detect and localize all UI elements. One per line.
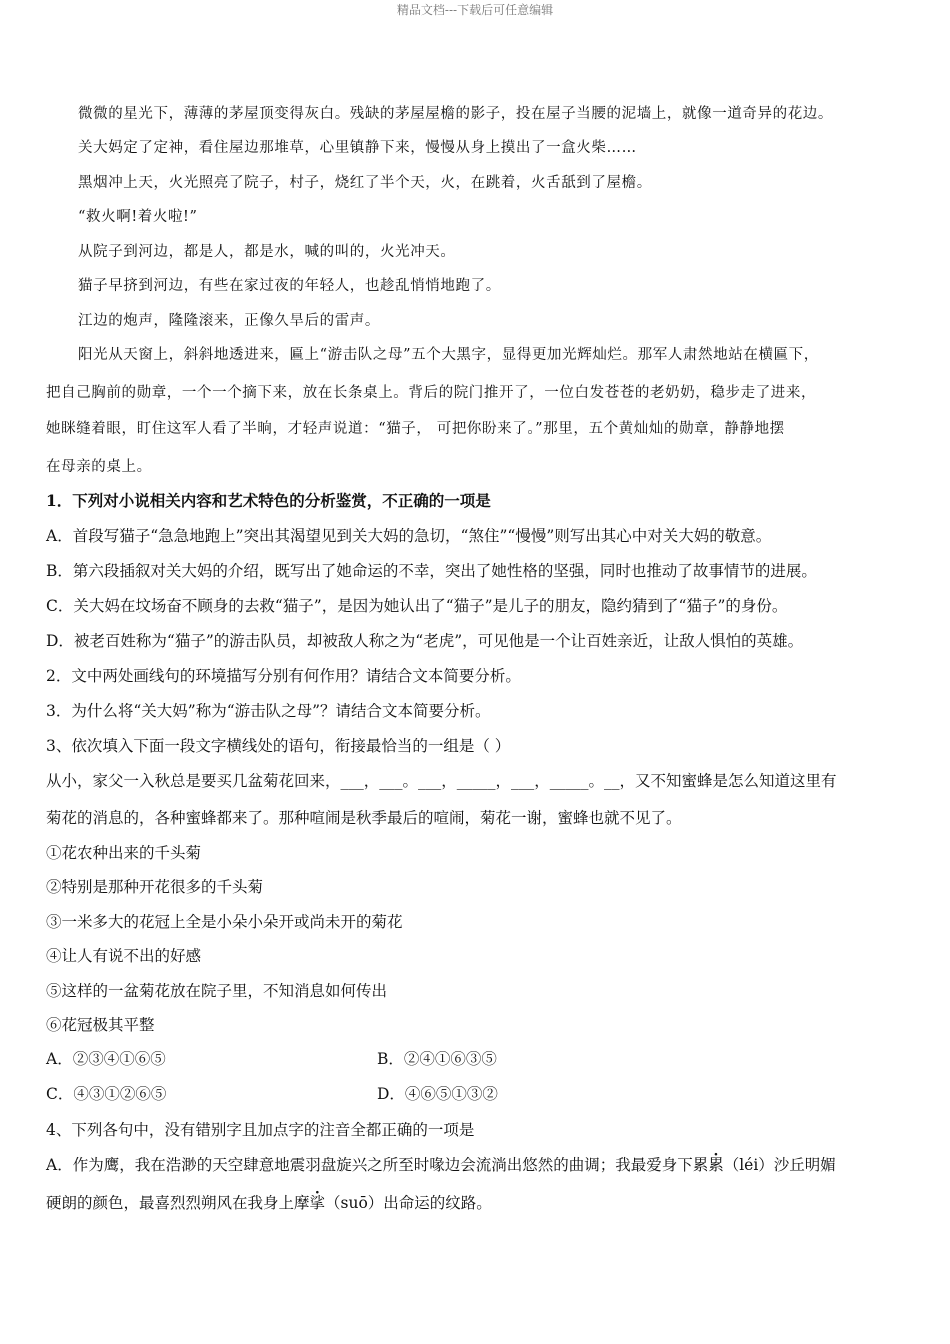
story-paragraph: 在母亲的桌上。 [46,459,152,475]
option-text: （suō）出命运的纹路。 [325,1194,492,1212]
story-paragraph: 微微的星光下，薄薄的茅屋顶变得灰白。残缺的茅屋屋檐的影子，投在屋子当腰的泥墙上，就像一道奇异的花边。 [78,106,833,122]
story-paragraph: 阳光从天窗上，斜斜地透进来，匾上“游击队之母”五个大黑字，显得更加光辉灿烂。那军人肃然地站在横匾下， [78,347,819,363]
story-paragraph: 关大妈定了定神，看住屋边那堆草，心里镇静下来，慢慢从身上摸出了一盒火柴…… [78,140,637,156]
section-3-option-d: D．④⑥⑤①③② [377,1085,498,1103]
section-3-item: ⑥花冠极其平整 [46,1016,155,1034]
section-3-item: ⑤这样的一盆菊花放在院子里，不知消息如何传出 [46,982,388,1000]
emphasis-dot-char: 挲 [309,1194,326,1212]
page-header: 精品文档---下载后可任意编辑 [396,3,554,17]
question-1-option-d: D．被老百姓称为“猫子”的游击队员，却被敌人称之为“老虎”，可见他是一个让百姓亲近，让敌人惧怕的英雄。 [46,632,804,650]
story-paragraph: 猫子早挤到河边，有些在家过夜的年轻人，也趁乱悄悄地跑了。 [78,278,501,294]
question-1-option-c: C．关大妈在坟场奋不顾身的去救“猫子”，是因为她认出了“猫子”是儿子的朋友，隐约猜到了“猫子”的身份。 [46,597,788,615]
section-3-item: ③一米多大的花冠上全是小朵小朵开或尚未开的菊花 [46,913,403,931]
section-3-option-c: C．④③①②⑥⑤ [46,1085,167,1103]
section-3-stem: 3、依次填入下面一段文字横线处的语句，衔接最恰当的一组是（ ） [46,737,511,755]
section-3-item: ①花农种出来的千头菊 [46,844,202,862]
story-paragraph: 她眯缝着眼，盯住这军人看了半晌，才轻声说道：“猫子， 可把你盼来了。”那里，五个黄灿灿的勋章，静静地摆 [46,421,785,437]
section-3-item: ④让人有说不出的好感 [46,947,202,965]
story-paragraph: 从院子到河边，都是人，都是水，喊的叫的，火光冲天。 [78,244,456,260]
section-3-option-b: B．②④①⑥③⑤ [377,1050,497,1068]
section-4-stem: 4、下列各句中，没有错别字且加点字的注音全都正确的一项是 [46,1121,475,1139]
story-paragraph: “救火啊!着火啦!” [78,209,198,225]
story-paragraph: 黑烟冲上天，火光照亮了院子，村子，烧红了半个天，火，在跳着，火舌舐到了屋檐。 [78,175,652,191]
question-1-stem: 1．下列对小说相关内容和艺术特色的分析鉴赏，不正确的一项是 [46,491,491,510]
question-1-option-a: A．首段写猫子“急急地跑上”突出其渴望见到关大妈的急切，“煞住”“慢慢”则写出其心中对关大妈的敬意。 [46,527,772,545]
section-3-option-a: A．②③④①⑥⑤ [46,1050,166,1068]
emphasis-dot-char: 累 [708,1156,724,1174]
story-paragraph: 把自己胸前的勋章，一个一个摘下来，放在长条桌上。背后的院门推开了，一位白发苍苍的老奶奶，稳步走了进来， [46,385,817,401]
section-3-item: ②特别是那种开花很多的千头菊 [46,878,264,896]
question-3: 3．为什么将“关大妈”称为“游击队之母”？请结合文本简要分析。 [46,702,491,720]
story-paragraph: 江边的炮声，隆隆滚来，正像久旱后的雷声。 [78,313,380,329]
option-text: 硬朗的颜色，最喜烈烈朔风在我身上摩 [46,1194,310,1212]
section-4-option-a-continued [46,1193,492,1213]
question-1-option-b: B．第六段插叙对关大妈的介绍，既写出了她命运的不幸，突出了她性格的坚强，同时也推动了故事情节的进展。 [46,562,817,580]
option-text: A．作为鹰，我在浩渺的天空肆意地震羽盘旋兴之所至时喙边会流淌出悠然的曲调；我最爱身下累 [46,1156,709,1174]
section-3-passage: 从小，家父一入秋总是要买几盆菊花回来，___，___。___，_____，___，_____。__，又不知蜜蜂是怎么知道这里有 [46,772,837,790]
question-2: 2．文中两处画线句的环境描写分别有何作用？请结合文本简要分析。 [46,667,521,685]
section-3-passage: 菊花的消息的，各种蜜蜂都来了。那种喧闹是秋季最后的喧闹，菊花一谢，蜜蜂也就不见了。 [46,809,682,827]
option-text: （léi）沙丘明媚 [723,1156,836,1174]
section-4-option-a [46,1155,836,1175]
